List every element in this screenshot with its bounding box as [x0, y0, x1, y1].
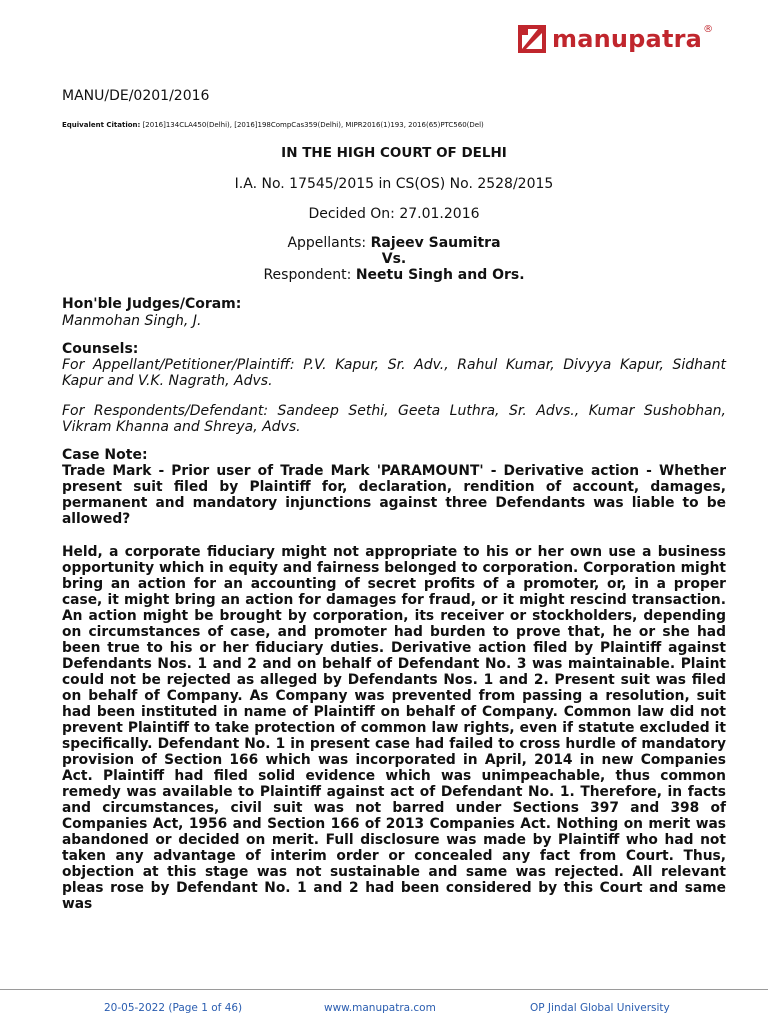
registered-mark: ®	[703, 23, 714, 35]
appellants-name: Rajeev Saumitra	[370, 235, 501, 251]
counsel-respondent: For Respondents/Defendant: Sandeep Sethi, Geeta Luthra, Sr. Advs., Kumar Sushobhan, Vikram Khanna and Shreya, Advs.	[62, 403, 726, 435]
manupatra-logo	[517, 24, 713, 54]
footer-site-link[interactable]: www.manupatra.com	[324, 1002, 436, 1014]
respondent-line	[62, 267, 726, 283]
appellants-line	[62, 235, 726, 251]
case-note-summary: Trade Mark - Prior user of Trade Mark 'PARAMOUNT' - Derivative action - Whether present suit filed by Plaintiff for, declaration, rendition of account, damages, permanent and mandatory injunctions against three Defendants was liable to be allowed?	[62, 463, 726, 527]
respondent-label: Respondent:	[263, 267, 352, 283]
respondent-name: Neetu Singh and Ors.	[355, 267, 525, 283]
case-note-held: Held, a corporate fiduciary might not appropriate to his or her own use a business opportunity which in equity and fairness belonged to corporation. Corporation might bring an action for an accounting of secret profits of a promoter, or, in a proper case, it might bring an action for damages for fraud, or it might rescind transaction. An action might be brought by corporation, its receiver or stockholders, depending on circumstances of case, and promoter had burden to prove that, he or she had been true to his or her fiduciary duties. Derivative action filed by Plaintiff against Defendants Nos. 1 and 2 and on behalf of Defendant No. 3 was maintainable. Plaint could not be rejected as alleged by Defendants Nos. 1 and 2. Present suit was filed on behalf of Company. As Company was prevented from passing a resolution, suit had been instituted in name of Plaintiff on behalf of Company. Common law did not prevent Plaintiff to take protection of common law rights, even if statute excluded it specifically. Defendant No. 1 in present case had failed to cross hurdle of mandatory provision of Section 166 which was incorporated in April, 2014 in new Companies Act. Plaintiff had filed solid evidence which was unimpeachable, thus common remedy was available to Plaintiff against act of Defendant No. 1. Therefore, in facts and circumstances, civil suit was not barred under Sections 397 and 398 of Companies Act, 1956 and Section 166 of 2013 Companies Act. Nothing on merit was abandoned or decided on merit. Full disclosure was made by Plaintiff who had not taken any advantage of interim order or concealed any fact from Court. Thus, objection at this stage was not sustainable and same was rejected. All relevant pleas rose by Defendant No. 1 and 2 had been considered by this Court and same was	[62, 544, 726, 912]
parties-block	[62, 235, 726, 283]
counsel-appellant: For Appellant/Petitioner/Plaintiff: P.V. Kapur, Sr. Adv., Rahul Kumar, Divyya Kapur, Sidhant Kapur and V.K. Nagrath, Advs.	[62, 357, 726, 389]
court-name: IN THE HIGH COURT OF DELHI	[281, 145, 507, 161]
versus: Vs.	[381, 251, 407, 267]
footer-divider	[0, 989, 768, 990]
decided-date: Decided On: 27.01.2016	[308, 206, 480, 222]
case-number: I.A. No. 17545/2015 in CS(OS) No. 2528/2015	[234, 176, 554, 192]
judges-names: Manmohan Singh, J.	[62, 313, 202, 329]
appellants-label: Appellants:	[287, 235, 367, 251]
footer-date-page: 20-05-2022 (Page 1 of 46)	[104, 1002, 243, 1014]
equivalent-citation-label: Equivalent Citation:	[62, 121, 141, 129]
judges-heading: Hon'ble Judges/Coram:	[62, 296, 242, 312]
counsels-heading: Counsels:	[62, 341, 139, 357]
manupatra-logo-icon	[517, 24, 547, 54]
equivalent-citation-value: [2016]134CLA450(Delhi), [2016]198CompCas359(Delhi), MIPR2016(1)193, 2016(65)PTC560(Del)	[142, 121, 484, 129]
footer-licensee: OP Jindal Global University	[530, 1002, 670, 1014]
citation-id: MANU/DE/0201/2016	[62, 88, 210, 104]
logo-wordmark: manupatra	[552, 25, 703, 53]
case-note-heading: Case Note:	[62, 447, 148, 463]
equivalent-citation	[62, 121, 484, 129]
